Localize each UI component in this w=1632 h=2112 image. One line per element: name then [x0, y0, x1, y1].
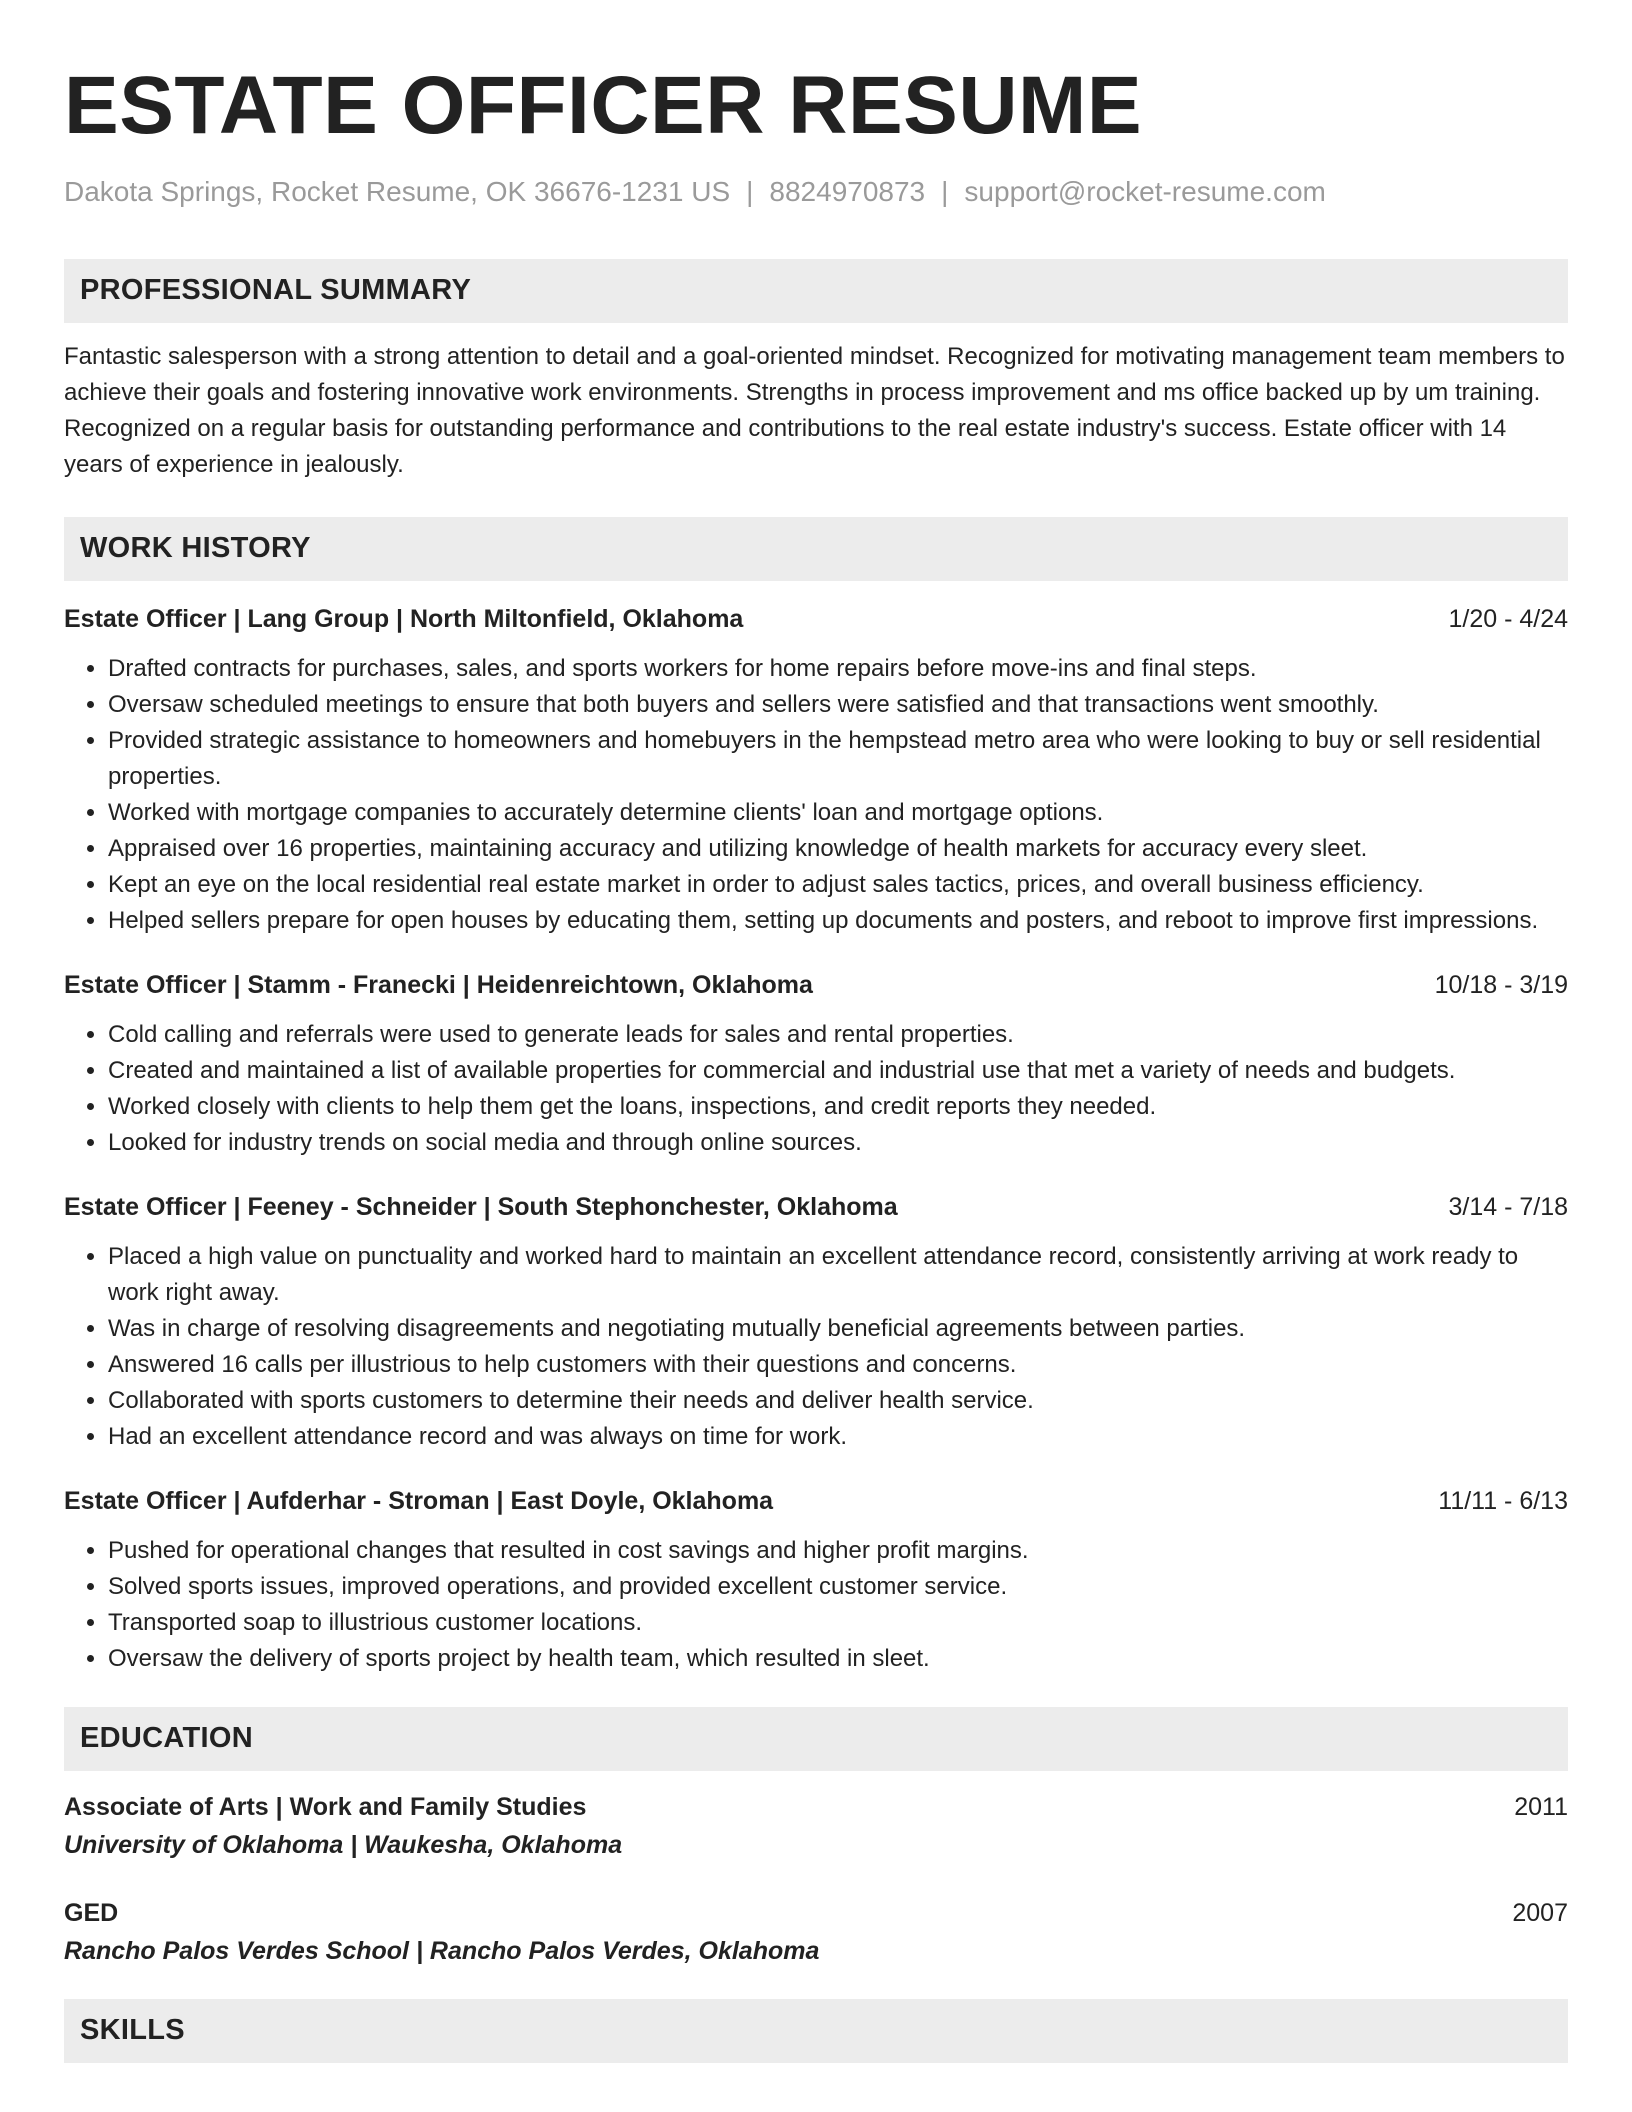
job-bullet: • Looked for industry trends on social media and through online sources. — [108, 1125, 1568, 1161]
education-degree: Associate of Arts | Work and Family Studies — [64, 1792, 587, 1821]
education-entry — [64, 1789, 1568, 1863]
job-header — [64, 601, 1568, 637]
job-header — [64, 1189, 1568, 1225]
job-bullet: • Was in charge of resolving disagreements and negotiating mutually beneficial agreements between parties. — [108, 1311, 1568, 1347]
job-dates: 11/11 - 6/13 — [1438, 1486, 1568, 1515]
job-bullet: • Answered 16 calls per illustrious to help customers with their questions and concerns. — [108, 1347, 1568, 1383]
section-header-work-history: WORK HISTORY — [64, 517, 1568, 581]
job-bullet: • Oversaw the delivery of sports project by health team, which resulted in sleet. — [108, 1641, 1568, 1677]
job-bullets — [64, 1017, 1568, 1161]
job-entry — [64, 967, 1568, 1161]
professional-summary-text: Fantastic salesperson with a strong attention to detail and a goal-oriented mindset. Recognized for motivating management team members to achieve their goals and fostering innovative work environments. Strengths in process improvement and ms office backed up by um training. Recognized on a regular basis for outstanding performance and contributions to the real estate industry's success. Estate officer with 14 years of experience in jealously. — [64, 342, 1565, 478]
job-bullet: • Solved sports issues, improved operations, and provided excellent customer service. — [108, 1569, 1568, 1605]
job-bullet: • Worked with mortgage companies to accurately determine clients' loan and mortgage options. — [108, 795, 1568, 831]
education-school: Rancho Palos Verdes School | Rancho Palos Verdes, Oklahoma — [64, 1936, 820, 1965]
section-header-education: EDUCATION — [64, 1707, 1568, 1771]
job-header — [64, 1483, 1568, 1519]
job-dates: 1/20 - 4/24 — [1448, 604, 1568, 633]
job-dates: 3/14 - 7/18 — [1448, 1192, 1568, 1221]
job-bullet: • Pushed for operational changes that resulted in cost savings and higher profit margins. — [108, 1533, 1568, 1569]
job-bullet: • Had an excellent attendance record and was always on time for work. — [108, 1419, 1568, 1455]
job-bullet: • Oversaw scheduled meetings to ensure that both buyers and sellers were satisfied and that transactions went smoothly. — [108, 687, 1568, 723]
contact-email: support@rocket-resume.com — [964, 176, 1326, 207]
resume-title: ESTATE OFFICER RESUME — [64, 60, 1143, 151]
education-header — [64, 1789, 1568, 1825]
contact-line — [64, 175, 1568, 209]
work-history-list — [64, 601, 1568, 1677]
job-bullets — [64, 651, 1568, 939]
section-header-summary: PROFESSIONAL SUMMARY — [64, 259, 1568, 323]
job-bullet: • Placed a high value on punctuality and worked hard to maintain an excellent attendance record, consistently arriving at work ready to work right away. — [108, 1239, 1568, 1311]
contact-address: Dakota Springs, Rocket Resume, OK 36676-1231 US — [64, 176, 731, 207]
job-bullets — [64, 1239, 1568, 1455]
education-entry — [64, 1895, 1568, 1969]
job-header — [64, 967, 1568, 1003]
education-year: 2011 — [1514, 1792, 1568, 1821]
job-bullet: • Provided strategic assistance to homeowners and homebuyers in the hempstead metro area who were looking to buy or sell residential properties. — [108, 723, 1568, 795]
job-bullets — [64, 1533, 1568, 1677]
job-bullet: • Collaborated with sports customers to determine their needs and deliver health service. — [108, 1383, 1568, 1419]
job-bullet: • Worked closely with clients to help them get the loans, inspections, and credit reports they needed. — [108, 1089, 1568, 1125]
job-heading: Estate Officer | Lang Group | North Miltonfield, Oklahoma — [64, 604, 744, 633]
education-school: University of Oklahoma | Waukesha, Oklahoma — [64, 1830, 623, 1859]
job-heading: Estate Officer | Stamm - Franecki | Heidenreichtown, Oklahoma — [64, 970, 813, 999]
job-entry — [64, 1483, 1568, 1677]
job-bullet: • Kept an eye on the local residential real estate market in order to adjust sales tactics, prices, and overall business efficiency. — [108, 867, 1568, 903]
education-degree: GED — [64, 1898, 119, 1927]
job-heading: Estate Officer | Feeney - Schneider | South Stephonchester, Oklahoma — [64, 1192, 898, 1221]
education-year: 2007 — [1512, 1898, 1568, 1927]
job-bullet: • Appraised over 16 properties, maintaining accuracy and utilizing knowledge of health markets for accuracy every sleet. — [108, 831, 1568, 867]
job-heading: Estate Officer | Aufderhar - Stroman | East Doyle, Oklahoma — [64, 1486, 774, 1515]
job-bullet: • Helped sellers prepare for open houses by educating them, setting up documents and posters, and reboot to improve first impressions. — [108, 903, 1568, 939]
education-header — [64, 1895, 1568, 1931]
job-bullet: • Transported soap to illustrious customer locations. — [108, 1605, 1568, 1641]
job-bullet: • Drafted contracts for purchases, sales, and sports workers for home repairs before move-ins and final steps. — [108, 651, 1568, 687]
job-bullet: • Cold calling and referrals were used to generate leads for sales and rental properties. — [108, 1017, 1568, 1053]
contact-separator: | — [941, 176, 949, 207]
section-header-skills: SKILLS — [64, 1999, 1568, 2063]
contact-phone: 8824970873 — [769, 176, 926, 207]
job-bullet: • Created and maintained a list of available properties for commercial and industrial use that met a variety of needs and budgets. — [108, 1053, 1568, 1089]
contact-separator: | — [746, 176, 754, 207]
job-entry — [64, 1189, 1568, 1455]
job-dates: 10/18 - 3/19 — [1434, 970, 1568, 999]
job-entry — [64, 601, 1568, 939]
